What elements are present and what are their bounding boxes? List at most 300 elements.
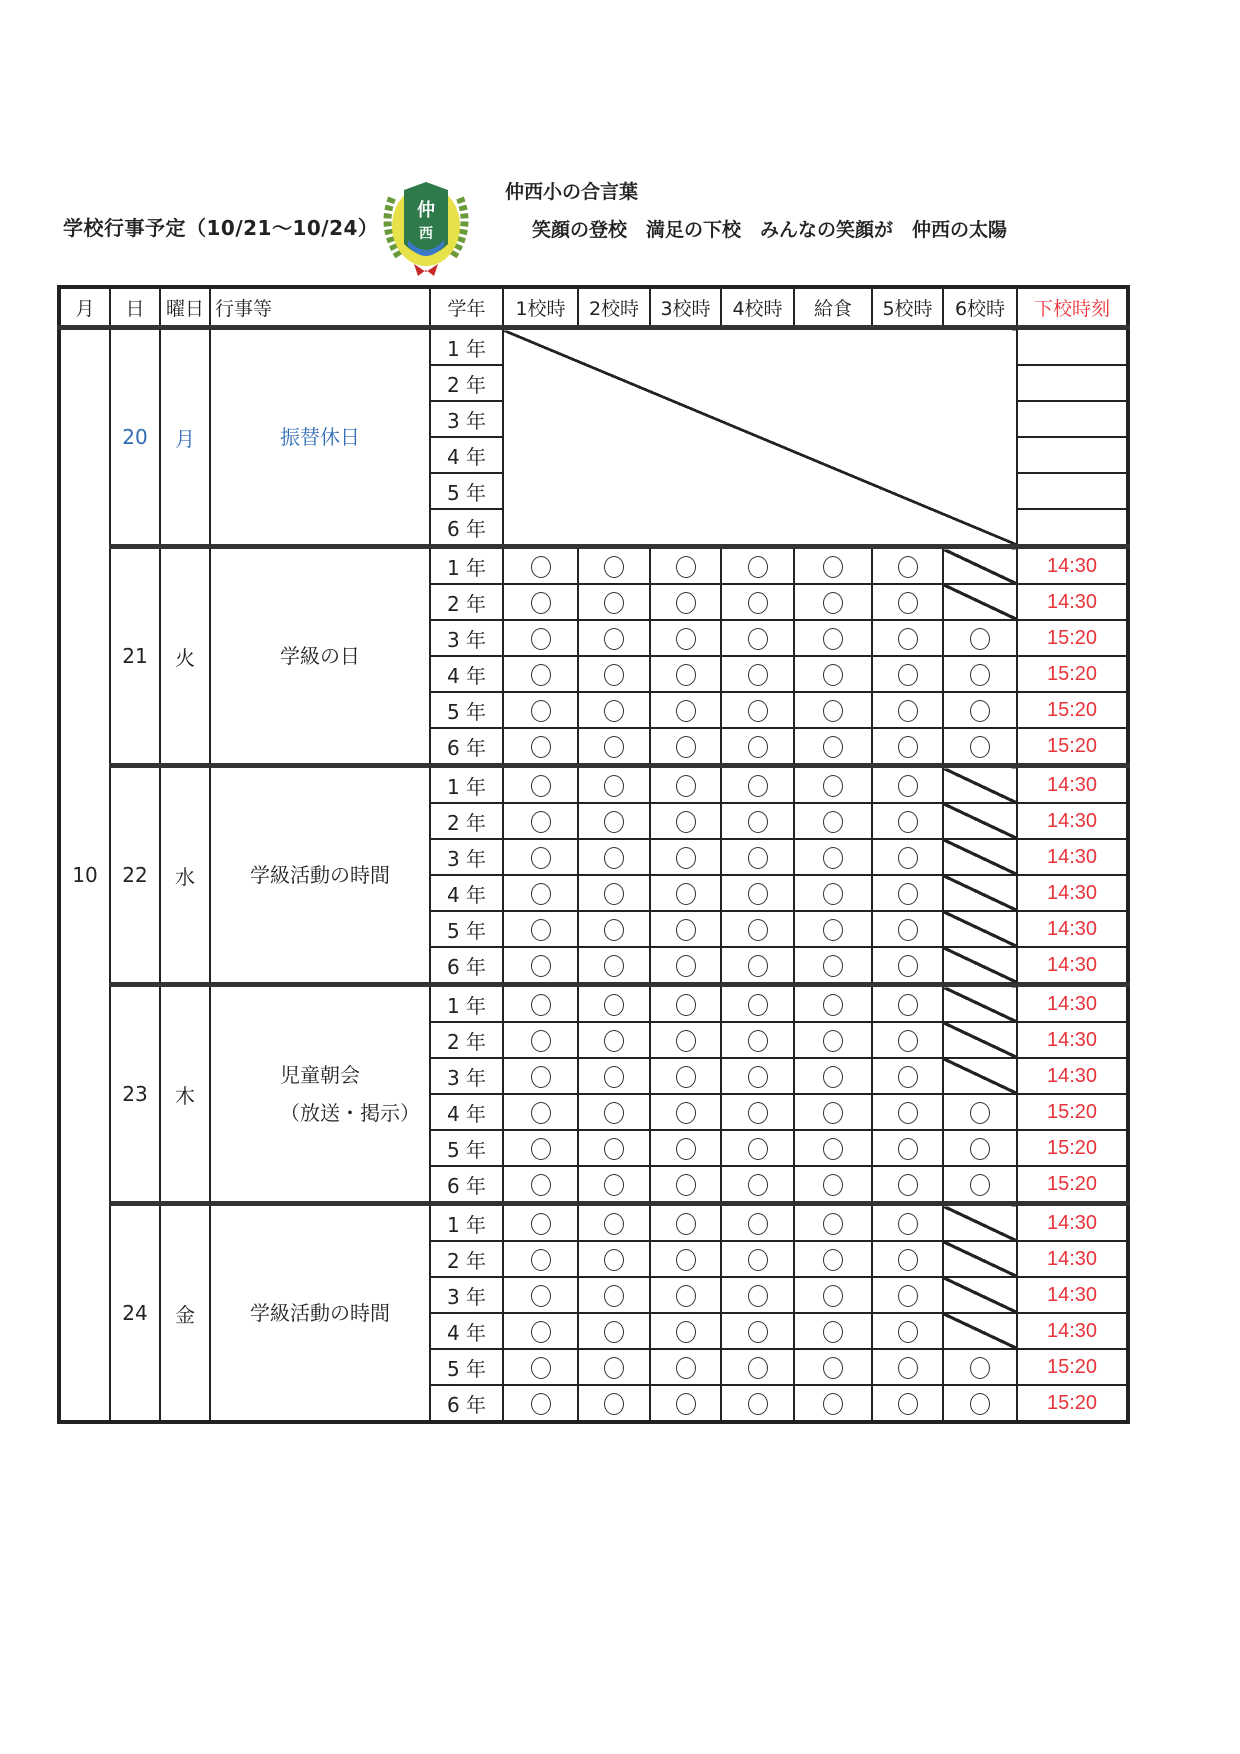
grade-cell: 5 年 [430, 473, 503, 509]
dismissal-time: 15:20 [1017, 1130, 1128, 1166]
period-cell [721, 620, 794, 656]
circle-mark-icon [823, 1138, 843, 1160]
circle-mark-icon [676, 847, 696, 869]
circle-mark-icon [898, 628, 918, 650]
period-cell [794, 985, 872, 1023]
period-cell [578, 1130, 650, 1166]
grade-cell: 4 年 [430, 1094, 503, 1130]
period-cell [794, 1022, 872, 1058]
col-day: 日 [110, 287, 160, 328]
dismissal-time: 14:30 [1017, 803, 1128, 839]
circle-mark-icon [676, 1213, 696, 1235]
period-cell [578, 1349, 650, 1385]
circle-mark-icon [676, 556, 696, 578]
no-class-slash-icon [943, 947, 1017, 985]
period-cell [578, 1241, 650, 1277]
month-cell: 10 [59, 328, 110, 1423]
col-dismissal-time: 下校時刻 [1017, 287, 1128, 328]
table-row [59, 766, 1128, 804]
circle-mark-icon [531, 1138, 551, 1160]
event-cell [210, 1204, 430, 1423]
period-cell [721, 728, 794, 766]
period-cell [794, 1058, 872, 1094]
circle-mark-icon [531, 1285, 551, 1307]
period-cell [943, 1385, 1017, 1422]
period-cell [578, 985, 650, 1023]
period-cell [721, 692, 794, 728]
period-cell [503, 1349, 578, 1385]
circle-mark-icon [604, 1213, 624, 1235]
circle-mark-icon [898, 1174, 918, 1196]
circle-mark-icon [823, 592, 843, 614]
circle-mark-icon [823, 883, 843, 905]
period-cell [650, 1204, 721, 1242]
circle-mark-icon [748, 1066, 768, 1088]
circle-mark-icon [898, 811, 918, 833]
day-cell: 23 [110, 985, 160, 1204]
period-cell [872, 1313, 943, 1349]
circle-mark-icon [531, 883, 551, 905]
dismissal-time: 15:20 [1017, 692, 1128, 728]
circle-mark-icon [676, 1174, 696, 1196]
event-cell [210, 328, 430, 547]
col-period-4: 4校時 [721, 287, 794, 328]
circle-mark-icon [748, 700, 768, 722]
period-cell [503, 1022, 578, 1058]
no-class-slash-icon [943, 766, 1017, 804]
school-emblem-icon [378, 168, 474, 276]
period-cell [503, 839, 578, 875]
period-cell [578, 1166, 650, 1204]
circle-mark-icon [531, 1321, 551, 1343]
period-cell [794, 692, 872, 728]
col-period-6: 6校時 [943, 287, 1017, 328]
period-cell [578, 1277, 650, 1313]
circle-mark-icon [676, 994, 696, 1016]
period-cell [503, 1313, 578, 1349]
dismissal-time: 14:30 [1017, 911, 1128, 947]
circle-mark-icon [823, 1321, 843, 1343]
circle-mark-icon [823, 1213, 843, 1235]
period-cell [721, 656, 794, 692]
grade-cell: 3 年 [430, 620, 503, 656]
grade-cell: 4 年 [430, 1313, 503, 1349]
circle-mark-icon [676, 736, 696, 758]
circle-mark-icon [676, 775, 696, 797]
circle-mark-icon [898, 1066, 918, 1088]
event-label: 学級活動の時間 [250, 863, 390, 887]
circle-mark-icon [676, 592, 696, 614]
circle-mark-icon [604, 592, 624, 614]
period-cell [872, 1277, 943, 1313]
day-cell: 20 [110, 328, 160, 547]
period-cell [503, 692, 578, 728]
table-row [59, 547, 1128, 585]
period-cell [650, 766, 721, 804]
period-cell [503, 656, 578, 692]
grade-cell: 3 年 [430, 1058, 503, 1094]
period-cell [872, 1385, 943, 1422]
period-cell [503, 547, 578, 585]
no-class-slash-icon [943, 875, 1017, 911]
circle-mark-icon [823, 919, 843, 941]
dismissal-time: 14:30 [1017, 766, 1128, 804]
table-row [59, 1204, 1128, 1242]
dismissal-time: 14:30 [1017, 985, 1128, 1023]
period-cell [578, 839, 650, 875]
day-cell: 21 [110, 547, 160, 766]
circle-mark-icon [970, 1174, 990, 1196]
circle-mark-icon [823, 664, 843, 686]
circle-mark-icon [604, 1357, 624, 1379]
circle-mark-icon [604, 847, 624, 869]
period-cell [872, 1058, 943, 1094]
period-cell [794, 1130, 872, 1166]
grade-cell: 6 年 [430, 1385, 503, 1422]
circle-mark-icon [676, 1066, 696, 1088]
no-class-slash-icon [943, 1241, 1017, 1277]
period-cell [650, 1094, 721, 1130]
grade-cell: 4 年 [430, 656, 503, 692]
circle-mark-icon [823, 556, 843, 578]
period-cell [872, 911, 943, 947]
period-cell [794, 584, 872, 620]
table-row [59, 328, 1128, 366]
schedule-table [57, 285, 1130, 1424]
circle-mark-icon [676, 1285, 696, 1307]
no-class-slash-icon [943, 547, 1017, 585]
period-cell [578, 911, 650, 947]
circle-mark-icon [748, 736, 768, 758]
circle-mark-icon [748, 628, 768, 650]
grade-cell: 2 年 [430, 1241, 503, 1277]
circle-mark-icon [823, 847, 843, 869]
period-cell [872, 766, 943, 804]
col-grade: 学年 [430, 287, 503, 328]
period-cell [721, 1204, 794, 1242]
col-period-3: 3校時 [650, 287, 721, 328]
period-cell [872, 656, 943, 692]
grade-cell: 1 年 [430, 766, 503, 804]
grade-cell: 3 年 [430, 401, 503, 437]
period-cell [943, 1349, 1017, 1385]
weekday-cell: 水 [160, 766, 210, 985]
circle-mark-icon [604, 1321, 624, 1343]
period-cell [794, 1241, 872, 1277]
dismissal-time: 14:30 [1017, 947, 1128, 985]
circle-mark-icon [898, 883, 918, 905]
grade-cell: 5 年 [430, 1349, 503, 1385]
circle-mark-icon [823, 955, 843, 977]
circle-mark-icon [604, 556, 624, 578]
circle-mark-icon [531, 1174, 551, 1196]
circle-mark-icon [531, 700, 551, 722]
dismissal-time: 15:20 [1017, 620, 1128, 656]
period-cell [721, 911, 794, 947]
period-cell [721, 803, 794, 839]
period-cell [650, 1349, 721, 1385]
circle-mark-icon [898, 556, 918, 578]
circle-mark-icon [823, 700, 843, 722]
circle-mark-icon [898, 592, 918, 614]
day-cell: 22 [110, 766, 160, 985]
period-cell [872, 947, 943, 985]
period-cell [872, 1130, 943, 1166]
circle-mark-icon [898, 919, 918, 941]
circle-mark-icon [898, 1285, 918, 1307]
circle-mark-icon [676, 1393, 696, 1415]
svg-text:仲: 仲 [417, 200, 435, 221]
period-cell [650, 803, 721, 839]
dismissal-time: 15:20 [1017, 1385, 1128, 1422]
circle-mark-icon [604, 628, 624, 650]
circle-mark-icon [748, 1030, 768, 1052]
period-cell [650, 1022, 721, 1058]
event-sublabel: （放送・掲示） [280, 1101, 420, 1125]
period-cell [794, 1094, 872, 1130]
period-cell [721, 1022, 794, 1058]
no-class-slash-icon [943, 1313, 1017, 1349]
weekday-cell: 木 [160, 985, 210, 1204]
period-cell [872, 620, 943, 656]
period-cell [721, 1241, 794, 1277]
grade-cell: 6 年 [430, 947, 503, 985]
event-label: 学級の日 [280, 644, 360, 668]
col-lunch: 給食 [794, 287, 872, 328]
circle-mark-icon [676, 1321, 696, 1343]
period-cell [578, 1204, 650, 1242]
period-cell [794, 1166, 872, 1204]
period-cell [578, 584, 650, 620]
period-cell [650, 1166, 721, 1204]
circle-mark-icon [748, 1249, 768, 1271]
no-classes-area [503, 328, 1017, 547]
period-cell [578, 1385, 650, 1422]
circle-mark-icon [748, 847, 768, 869]
grade-cell: 3 年 [430, 1277, 503, 1313]
period-cell [503, 1058, 578, 1094]
period-cell [943, 728, 1017, 766]
period-cell [943, 1094, 1017, 1130]
circle-mark-icon [748, 883, 768, 905]
col-period-1: 1校時 [503, 287, 578, 328]
period-cell [650, 1313, 721, 1349]
circle-mark-icon [823, 775, 843, 797]
circle-mark-icon [898, 736, 918, 758]
period-cell [943, 692, 1017, 728]
dismissal-time: 14:30 [1017, 1058, 1128, 1094]
period-cell [503, 1241, 578, 1277]
circle-mark-icon [604, 700, 624, 722]
circle-mark-icon [748, 994, 768, 1016]
period-cell [721, 1313, 794, 1349]
circle-mark-icon [531, 628, 551, 650]
circle-mark-icon [604, 919, 624, 941]
circle-mark-icon [823, 736, 843, 758]
circle-mark-icon [531, 919, 551, 941]
grade-cell: 5 年 [430, 911, 503, 947]
period-cell [503, 1385, 578, 1422]
grade-cell: 2 年 [430, 584, 503, 620]
circle-mark-icon [676, 1357, 696, 1379]
col-month: 月 [59, 287, 110, 328]
circle-mark-icon [823, 811, 843, 833]
period-cell [503, 1204, 578, 1242]
circle-mark-icon [970, 736, 990, 758]
circle-mark-icon [604, 1138, 624, 1160]
circle-mark-icon [676, 919, 696, 941]
period-cell [578, 1313, 650, 1349]
circle-mark-icon [531, 1213, 551, 1235]
no-class-slash-icon [943, 839, 1017, 875]
circle-mark-icon [823, 994, 843, 1016]
period-cell [578, 947, 650, 985]
period-cell [943, 1130, 1017, 1166]
circle-mark-icon [970, 664, 990, 686]
circle-mark-icon [531, 955, 551, 977]
period-cell [578, 766, 650, 804]
dismissal-time: 14:30 [1017, 1277, 1128, 1313]
circle-mark-icon [676, 1249, 696, 1271]
header-row [59, 287, 1128, 328]
circle-mark-icon [898, 847, 918, 869]
circle-mark-icon [748, 1321, 768, 1343]
period-cell [650, 985, 721, 1023]
circle-mark-icon [823, 628, 843, 650]
circle-mark-icon [823, 1357, 843, 1379]
col-weekday: 曜日 [160, 287, 210, 328]
no-class-slash-icon [943, 1204, 1017, 1242]
grade-cell: 6 年 [430, 728, 503, 766]
circle-mark-icon [898, 1357, 918, 1379]
page-title: 学校行事予定（10/21〜10/24） [63, 216, 379, 240]
period-cell [503, 766, 578, 804]
period-cell [721, 547, 794, 585]
dismissal-time: 14:30 [1017, 875, 1128, 911]
period-cell [872, 1022, 943, 1058]
col-period-5: 5校時 [872, 287, 943, 328]
circle-mark-icon [604, 811, 624, 833]
circle-mark-icon [823, 1393, 843, 1415]
period-cell [503, 1094, 578, 1130]
circle-mark-icon [531, 1249, 551, 1271]
period-cell [650, 1385, 721, 1422]
circle-mark-icon [531, 1357, 551, 1379]
grade-cell: 1 年 [430, 547, 503, 585]
period-cell [650, 875, 721, 911]
period-cell [943, 656, 1017, 692]
event-label: 児童朝会 [280, 1063, 360, 1087]
period-cell [872, 584, 943, 620]
col-period-2: 2校時 [578, 287, 650, 328]
circle-mark-icon [676, 628, 696, 650]
no-class-slash-icon [943, 803, 1017, 839]
period-cell [650, 911, 721, 947]
circle-mark-icon [531, 1066, 551, 1088]
period-cell [721, 1166, 794, 1204]
no-class-slash-icon [943, 911, 1017, 947]
circle-mark-icon [898, 1249, 918, 1271]
period-cell [650, 728, 721, 766]
circle-mark-icon [604, 1285, 624, 1307]
grade-cell: 4 年 [430, 875, 503, 911]
event-cell [210, 985, 430, 1204]
event-cell [210, 547, 430, 766]
circle-mark-icon [604, 1174, 624, 1196]
period-cell [578, 692, 650, 728]
circle-mark-icon [898, 775, 918, 797]
grade-cell: 6 年 [430, 509, 503, 547]
motto-text: 笑顔の登校 満足の下校 みんなの笑顔が 仲西の太陽 [532, 219, 1008, 241]
circle-mark-icon [604, 1030, 624, 1052]
period-cell [721, 839, 794, 875]
no-class-slash-icon [943, 584, 1017, 620]
circle-mark-icon [676, 664, 696, 686]
dismissal-time [1017, 328, 1128, 366]
period-cell [721, 947, 794, 985]
period-cell [503, 1277, 578, 1313]
schedule-body [59, 328, 1128, 1423]
no-class-slash-icon [943, 1058, 1017, 1094]
period-cell [650, 839, 721, 875]
period-cell [872, 839, 943, 875]
circle-mark-icon [970, 1138, 990, 1160]
circle-mark-icon [970, 700, 990, 722]
circle-mark-icon [531, 1102, 551, 1124]
circle-mark-icon [748, 1102, 768, 1124]
dismissal-time: 14:30 [1017, 1204, 1128, 1242]
period-cell [503, 985, 578, 1023]
period-cell [794, 1277, 872, 1313]
period-cell [503, 911, 578, 947]
circle-mark-icon [531, 736, 551, 758]
period-cell [872, 1166, 943, 1204]
circle-mark-icon [970, 1357, 990, 1379]
circle-mark-icon [823, 1066, 843, 1088]
period-cell [578, 1094, 650, 1130]
period-cell [650, 584, 721, 620]
period-cell [872, 1241, 943, 1277]
grade-cell: 3 年 [430, 839, 503, 875]
grade-cell: 2 年 [430, 1022, 503, 1058]
circle-mark-icon [748, 811, 768, 833]
circle-mark-icon [604, 775, 624, 797]
period-cell [503, 620, 578, 656]
period-cell [503, 728, 578, 766]
circle-mark-icon [823, 1285, 843, 1307]
circle-mark-icon [898, 1393, 918, 1415]
period-cell [721, 1349, 794, 1385]
circle-mark-icon [898, 664, 918, 686]
period-cell [578, 803, 650, 839]
event-label: 学級活動の時間 [250, 1301, 390, 1325]
circle-mark-icon [898, 1138, 918, 1160]
period-cell [721, 985, 794, 1023]
period-cell [794, 803, 872, 839]
period-cell [872, 1349, 943, 1385]
circle-mark-icon [970, 1393, 990, 1415]
dismissal-time: 14:30 [1017, 1313, 1128, 1349]
weekday-cell: 火 [160, 547, 210, 766]
circle-mark-icon [823, 1174, 843, 1196]
weekday-cell: 月 [160, 328, 210, 547]
circle-mark-icon [604, 955, 624, 977]
circle-mark-icon [970, 1102, 990, 1124]
dismissal-time: 15:20 [1017, 728, 1128, 766]
circle-mark-icon [604, 1066, 624, 1088]
circle-mark-icon [531, 811, 551, 833]
period-cell [650, 547, 721, 585]
